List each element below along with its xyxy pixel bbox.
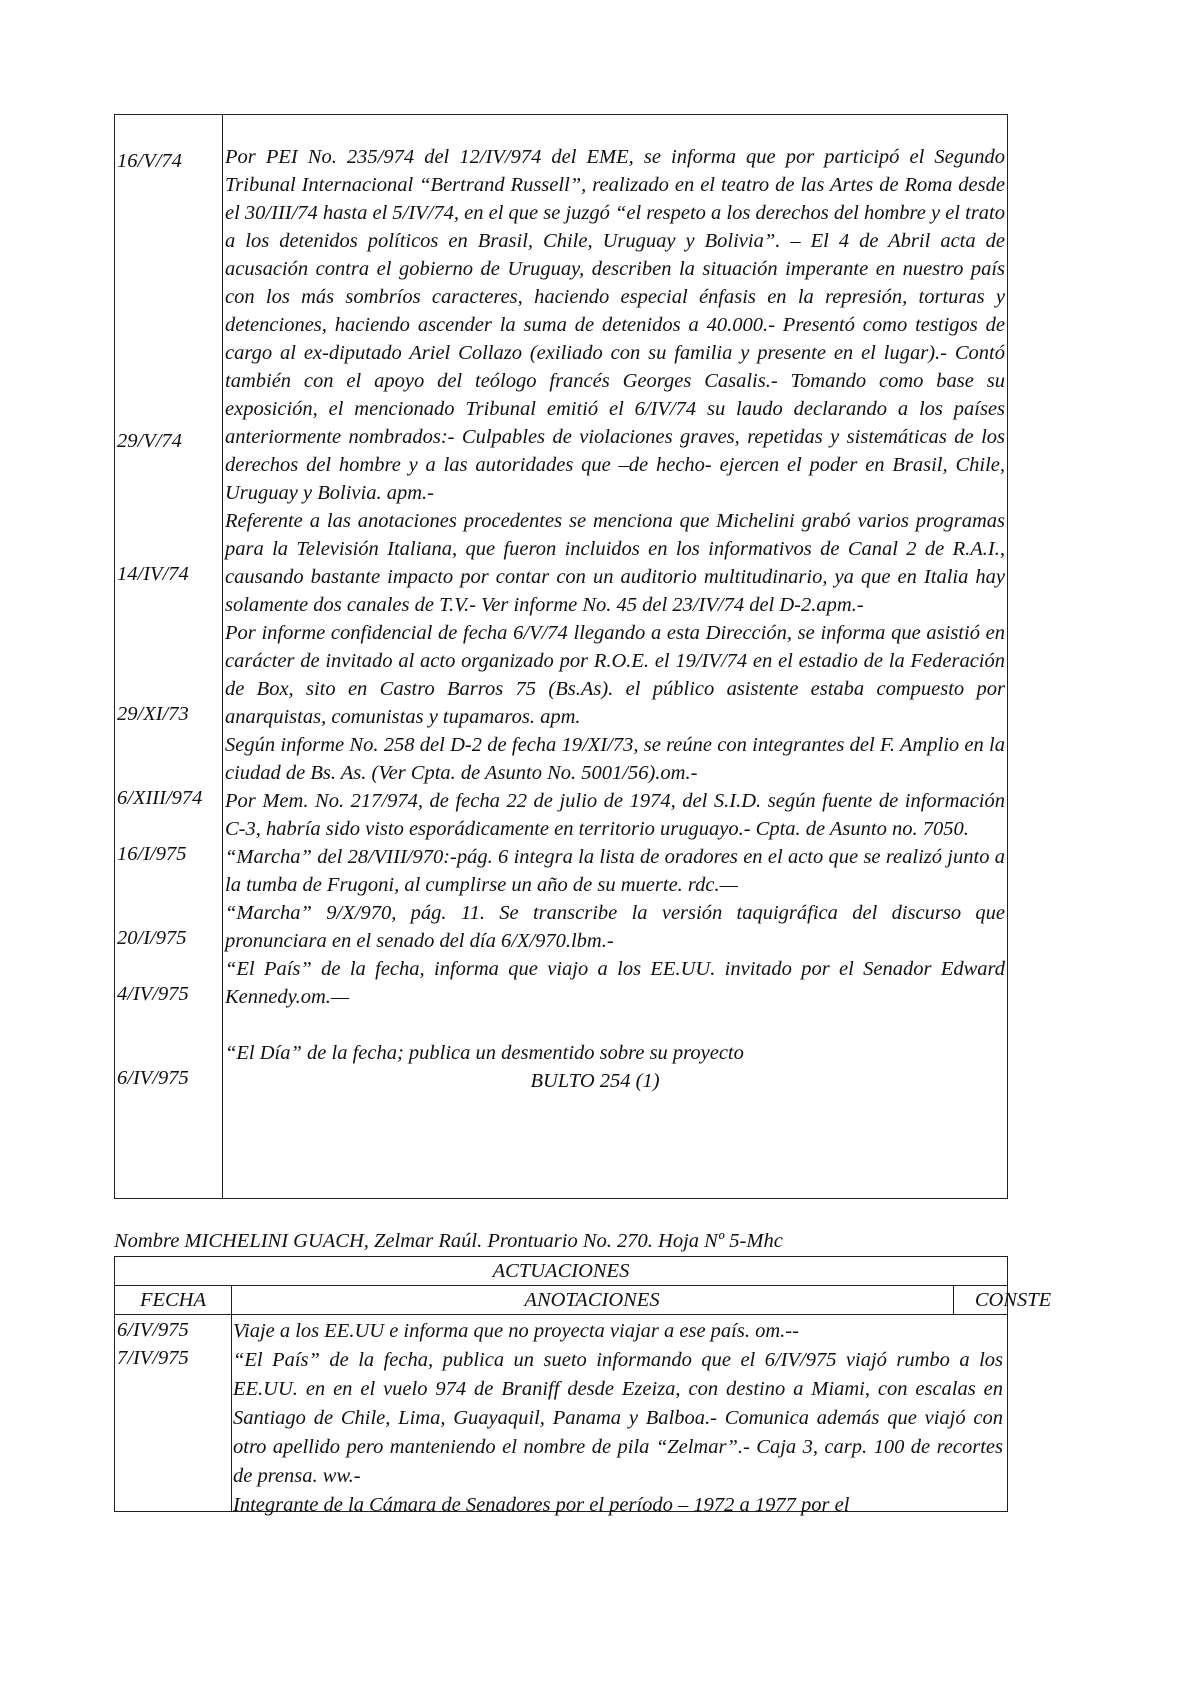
- annotation-paragraph: Por PEI No. 235/974 del 12/IV/974 del EME, se informa que por participó el Segundo Tribunal Internacional “Bertrand Russell”, realizado en el teatro de las Artes de Roma desde el 30/III/74 hasta el 5/IV/74, en el que se juzgó “el respeto a los derechos del hombre y el trato a los detenidos políticos en Brasil, Chile, Uruguay y Bolivia”. – El 4 de Abril acta de acusación contra el gobierno de Uruguay, describen la situación imperante en nuestro país con los más sombríos caracteres, haciendo especial énfasis en la represión, torturas y detenciones, haciendo ascender la suma de detenidos a 40.000.- Presentó como testigos de cargo al ex-diputado Ariel Collazo (exiliado con su familia y presente en el lugar).- Contó también con el apoyo del teólogo francés Georges Casalis.- Tomando como base su exposición, el mencionado Tribunal emitió el 6/IV/74 su laudo declarando a los países anteriormente nombrados:- Culpables de violaciones graves, repetidas y sistemáticas de los derechos del hombre y a las autoridades que –de hecho- ejercen el poder en Brasil, Chile, Uruguay y Bolivia. apm.-: [225, 146, 1005, 504]
- annotation-paragraph: “Marcha” 9/X/970, pág. 11. Se transcribe la versión taquigráfica del discurso que pronunciara en el senado del día 6/X/970.lbm.-: [225, 902, 1005, 952]
- column-header-fecha: FECHA: [139, 1289, 207, 1311]
- annotations-body: [225, 143, 1005, 1095]
- column-divider: [953, 1286, 954, 1314]
- annotation-paragraph: “El País” de la fecha, informa que viajo a los EE.UU. invitado por el Senador Edward Kennedy.om.—: [225, 958, 1005, 1008]
- dates-column: [117, 1317, 189, 1371]
- column-header-anotaciones: ANOTACIONES: [524, 1289, 660, 1311]
- date-entry: 20/I/975: [117, 927, 187, 949]
- date-entry: 16/I/975: [117, 843, 187, 865]
- annotation-paragraph: Por informe confidencial de fecha 6/V/74 llegando a esta Dirección, se informa que asistió en carácter de invitado al acto organizado por R.O.E. el 19/IV/74 en el estadio de la Federación de Box, sito en Castro Barros 75 (Bs.As). el público asistente estaba compuesto por anarquistas, comunistas y tupamaros. apm.: [225, 622, 1005, 728]
- date-entry: 6/IV/975: [117, 1319, 189, 1341]
- table-title: ACTUACIONES: [115, 1257, 1007, 1286]
- actuaciones-table: [114, 1256, 1052, 1516]
- column-divider: [222, 115, 223, 1198]
- date-entry: 7/IV/975: [117, 1347, 189, 1369]
- record-table-continued: [114, 114, 1008, 1199]
- date-entry: 16/V/74: [117, 150, 182, 172]
- record-header: Nombre MICHELINI GUACH, Zelmar Raúl. Prontuario No. 270. Hoja Nº 5-Mhc: [114, 1230, 783, 1252]
- annotation-paragraph: Referente a las anotaciones procedentes se menciona que Michelini grabó varios programas para la Televisión Italiana, que fueron incluidos en los informativos de Canal 2 de R.A.I., causando bastante impacto por contar con un auditorio multitudinario, ya que en Italia hay solamente dos canales de T.V.- Ver informe No. 45 del 23/IV/74 del D-2.apm.-: [225, 510, 1005, 616]
- annotation-paragraph: “Marcha” del 28/VIII/970:-pág. 6 integra la lista de oradores en el acto que se realizó junto a la tumba de Frugoni, al cumplirse un año de su muerte. rdc.—: [225, 846, 1005, 896]
- column-divider: [231, 1286, 232, 1511]
- annotation-paragraph: “El Día” de la fecha; publica un desmentido sobre su proyecto: [225, 1042, 744, 1064]
- annotation-paragraph: “El País” de la fecha, publica un sueto informando que el 6/IV/975 viajó rumbo a los EE.UU. en en el vuelo 974 de Braniff desde Ezeiza, con destino a Miami, con escalas en Santiago de Chile, Lima, Guayaquil, Panama y Balboa.- Comunica además que viajó con otro apellido pero manteniendo el nombre de pila “Zelmar”.- Caja 3, carp. 100 de recortes de prensa. ww.-: [233, 1349, 1003, 1487]
- date-entry: 14/IV/74: [117, 563, 189, 585]
- date-entry: 29/XI/73: [117, 703, 189, 725]
- annotation-paragraph: Integrante de la Cámara de Senadores por el período – 1972 a 1977 por el: [233, 1494, 850, 1516]
- date-entry: 6/IV/975: [117, 1067, 189, 1089]
- annotations-body: [233, 1317, 1003, 1520]
- column-header-conste: CONSTE: [974, 1289, 1052, 1311]
- table-header-row: [115, 1286, 1052, 1315]
- bulto-reference: BULTO 254 (1): [530, 1070, 660, 1092]
- date-entry: 6/XIII/974: [117, 787, 203, 809]
- date-entry: 4/IV/975: [117, 983, 189, 1005]
- annotation-paragraph: Por Mem. No. 217/974, de fecha 22 de julio de 1974, del S.I.D. según fuente de información C-3, habría sido visto esporádicamente en territorio uruguayo.- Cpta. de Asunto no. 7050.: [225, 790, 1005, 840]
- date-entry: 29/V/74: [117, 430, 182, 452]
- annotation-paragraph: Viaje a los EE.UU e informa que no proyecta viajar a ese país. om.--: [233, 1320, 799, 1342]
- annotation-paragraph: Según informe No. 258 del D-2 de fecha 19/XI/73, se reúne con integrantes del F. Amplio en la ciudad de Bs. As. (Ver Cpta. de Asunto No. 5001/56).om.-: [225, 734, 1005, 784]
